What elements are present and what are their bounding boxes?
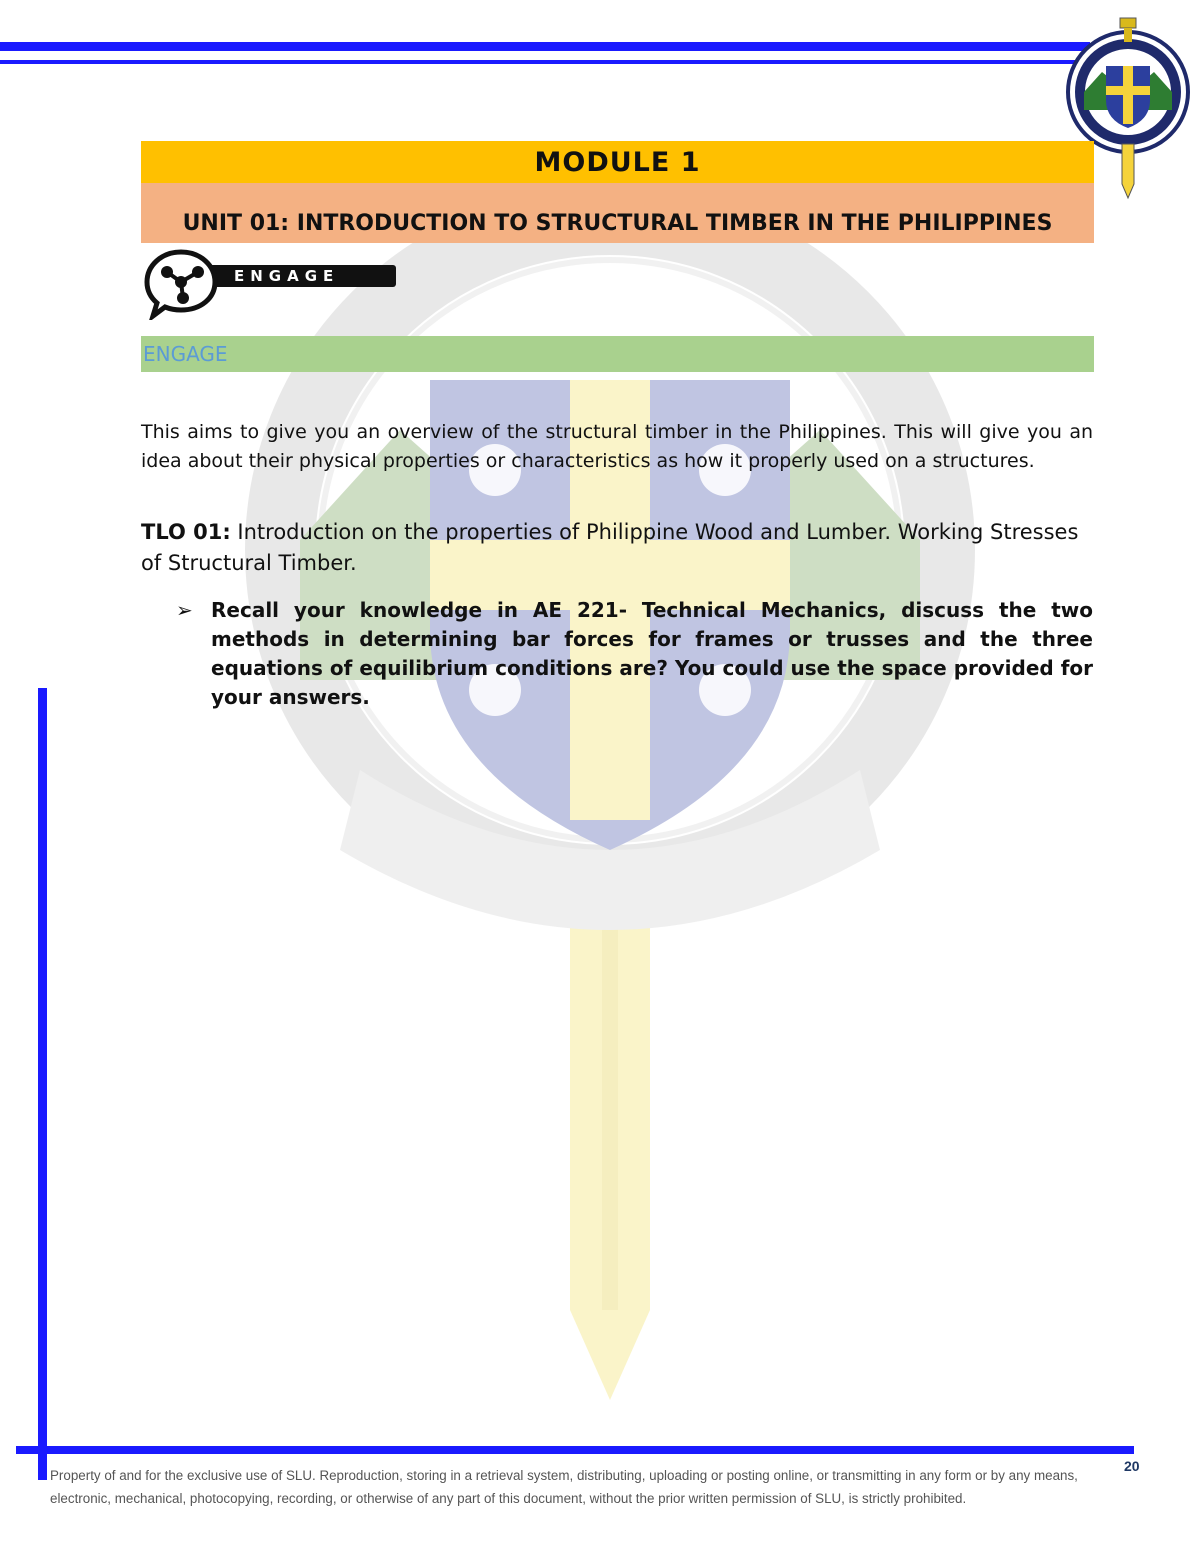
module-title: MODULE 1 bbox=[534, 146, 701, 178]
header-rule-thin bbox=[0, 60, 1090, 64]
page-number: 20 bbox=[1124, 1458, 1140, 1474]
unit-title-band bbox=[141, 183, 1094, 243]
tlo-label: TLO 01: bbox=[141, 520, 231, 544]
arrow-bullet-icon: ➢ bbox=[176, 598, 193, 622]
header-rule bbox=[0, 42, 1090, 51]
copyright-notice: Property of and for the exclusive use of SLU. Reproduction, storing in a retrieval system, distributing, uploading or posting online, or transmitting in any form or by any means, electronic, mechanical, photocopying, recording, or otherwise of any part of this document, without the prior written permission of SLU, is strictly prohibited. bbox=[50, 1468, 1078, 1506]
engage-speech-network-icon bbox=[143, 248, 219, 320]
engage-badge bbox=[206, 265, 396, 287]
left-frame-rule bbox=[38, 688, 47, 1480]
tlo-text: Introduction on the properties of Philippine Wood and Lumber. Working Stresses of Structural Timber. bbox=[141, 520, 1079, 575]
unit-title: UNIT 01: INTRODUCTION TO STRUCTURAL TIMBER IN THE PHILIPPINES bbox=[182, 210, 1053, 236]
section-heading: ENGAGE bbox=[143, 342, 228, 366]
task-instruction: Recall your knowledge in AE 221- Technical Mechanics, discuss the two methods in determining bar forces for frames or trusses and the three equations of equilibrium conditions are? You could use the space provided for your answers. bbox=[211, 598, 1093, 709]
watermark-crest bbox=[240, 210, 980, 1410]
footer-rule bbox=[16, 1446, 1134, 1454]
engage-badge-label: ENGAGE bbox=[234, 267, 340, 285]
section-heading-band bbox=[141, 336, 1094, 372]
intro-paragraph: This aims to give you an overview of the structural timber in the Philippines. This will give you an idea about their physical properties or characteristics as how it properly used on a structures. bbox=[141, 421, 1093, 472]
tlo-paragraph bbox=[141, 517, 1093, 579]
module-title-band bbox=[141, 141, 1094, 183]
